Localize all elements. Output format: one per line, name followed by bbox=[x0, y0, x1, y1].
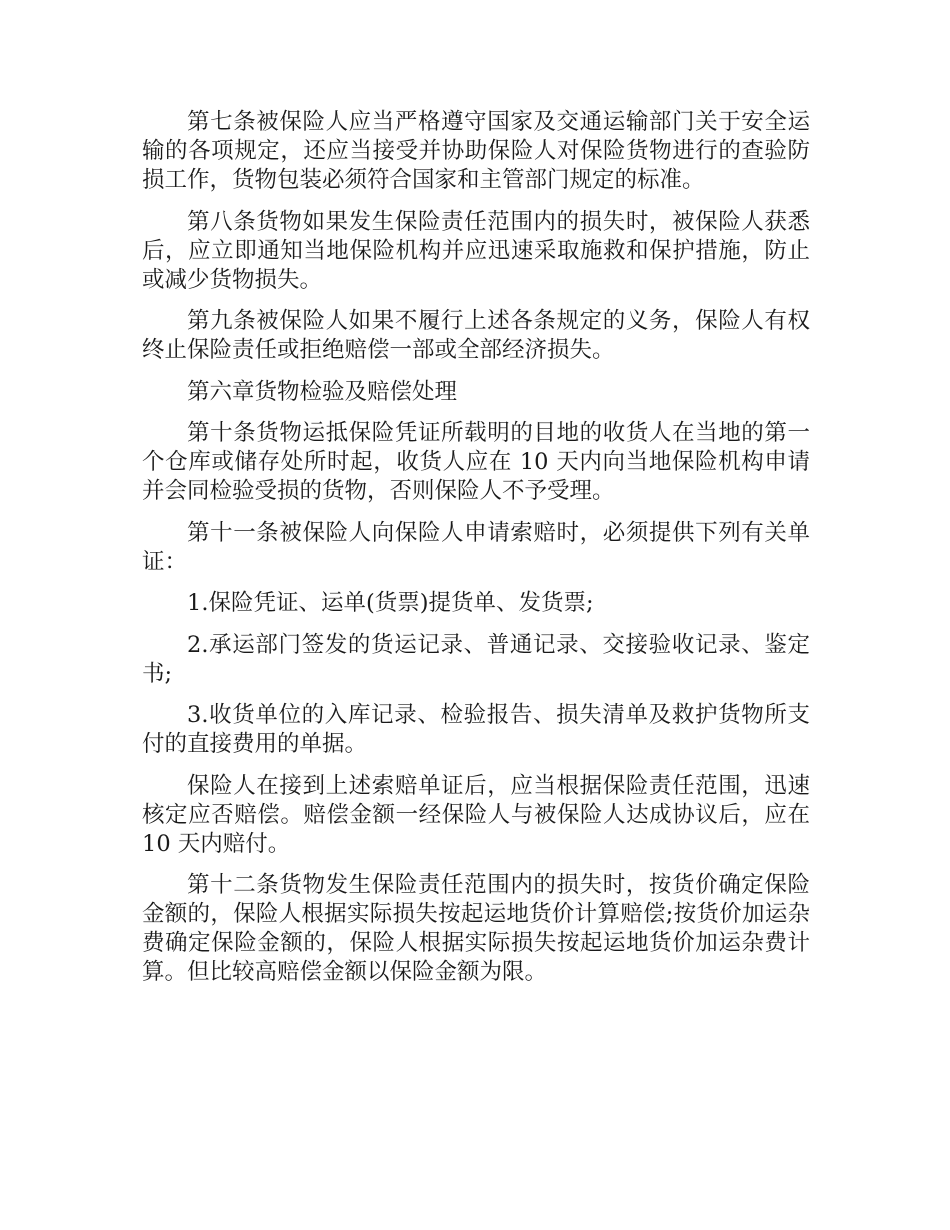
claim-processing-paragraph: 保险人在接到上述索赔单证后，应当根据保险责任范围，迅速核定应否赔偿。赔偿金额一经保险人与被保险人达成协议后，应在 10 天内赔付。 bbox=[142, 772, 810, 857]
article-8-paragraph: 第八条货物如果发生保险责任范围内的损失时，被保险人获悉后，应立即通知当地保险机构并应迅速采取施救和保护措施，防止或减少货物损失。 bbox=[142, 208, 810, 293]
chapter-6-heading: 第六章货物检验及赔偿处理 bbox=[187, 378, 458, 405]
article-7-paragraph: 第七条被保险人应当严格遵守国家及交通运输部门关于安全运输的各项规定，还应当接受并协助保险人对保险货物进行的查验防损工作，货物包装必须符合国家和主管部门规定的标准。 bbox=[142, 109, 810, 193]
document-page bbox=[142, 108, 810, 1000]
list-item-1: 1.保险凭证、运单(货票)提货单、发货票; bbox=[187, 590, 594, 616]
article-9-paragraph: 第九条被保险人如果不履行上述各条规定的义务，保险人有权终止保险责任或拒绝赔偿一部或全部经济损失。 bbox=[142, 308, 810, 363]
list-item-2: 2.承运部门签发的货运记录、普通记录、交接验收记录、鉴定书; bbox=[142, 631, 810, 687]
list-item-3: 3.收货单位的入库记录、检验报告、损失清单及救护货物所支付的直接费用的单据。 bbox=[142, 702, 810, 757]
article-12-paragraph: 第十二条货物发生保险责任范围内的损失时，按货价确定保险金额的，保险人根据实际损失按起运地货价计算赔偿;按货价加运杂费确定保险金额的，保险人根据实际损失按起运地货价加运杂费计算。但比较高赔偿金额以保险金额为限。 bbox=[142, 872, 810, 985]
article-10-paragraph: 第十条货物运抵保险凭证所载明的目地的收货人在当地的第一个仓库或储存处所时起，收货人应在 10 天内向当地保险机构申请并会同检验受损的货物，否则保险人不予受理。 bbox=[142, 420, 810, 504]
article-11-paragraph: 第十一条被保险人向保险人申请索赔时，必须提供下列有关单证： bbox=[142, 519, 810, 575]
